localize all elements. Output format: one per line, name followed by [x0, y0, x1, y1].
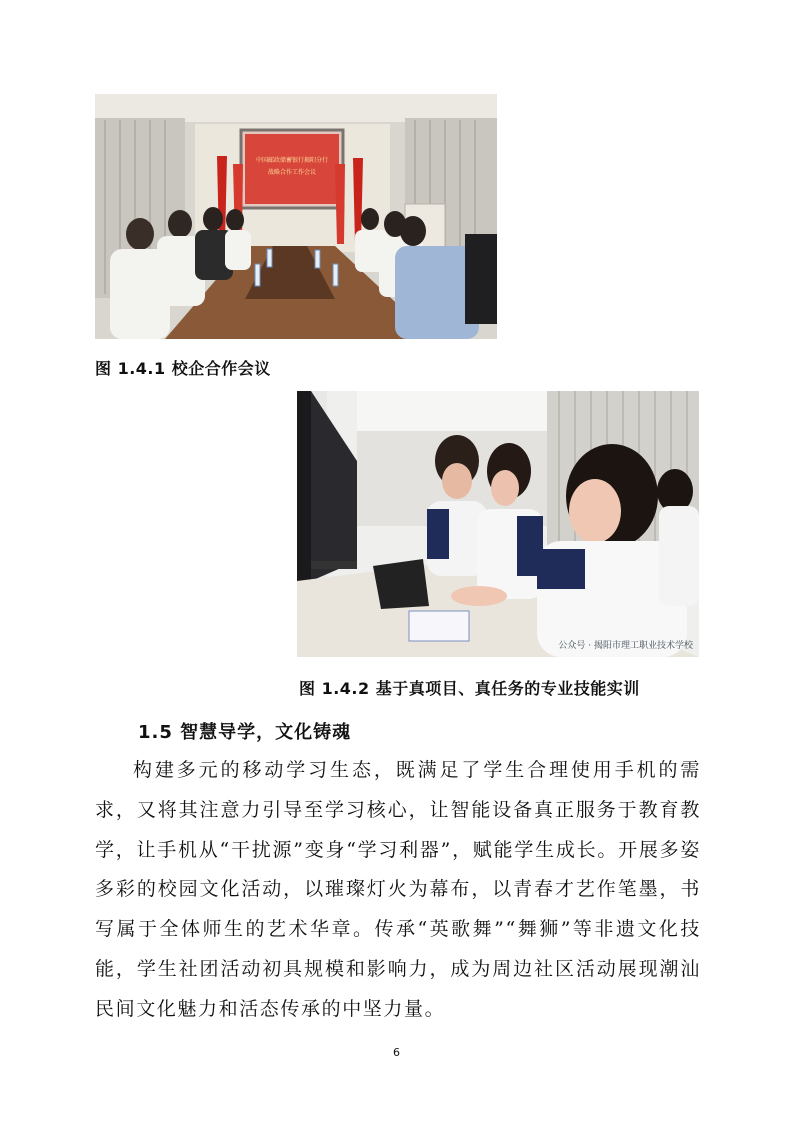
training-photo — [297, 391, 699, 657]
photo-watermark: 公众号 · 揭阳市理工职业技术学校 — [558, 641, 693, 651]
section-paragraph: 构建多元的移动学习生态，既满足了学生合理使用手机的需求，又将其注意力引导至学习核心，让智能设备真正服务于教育教学，让手机从“干扰源”变身“学习利器”，赋能学生成长。开展多姿多彩的校园文化活动，以璀璨灯火为幕布，以青春才艺作笔墨，书写属于全体师生的艺术华章。传承“英歌舞”“舞狮”等非遗文化技能，学生社团活动初具规模和影响力，成为周边社区活动展现潮汕民间文化魅力和活态传承的中坚力量。 — [95, 759, 701, 1020]
screen-line-1: 中国邮政储蓄银行揭阳分行 — [255, 157, 329, 164]
section-heading: 1.5 智慧导学，文化铸魂 — [138, 722, 352, 743]
figure-2-caption: 图 1.4.2 基于真项目、真任务的专业技能实训 — [299, 679, 640, 698]
screen-line-2: 战略合作工作会议 — [267, 169, 317, 176]
page-number: 6 — [393, 1046, 400, 1059]
meeting-photo — [95, 94, 497, 339]
section-body — [95, 751, 701, 1030]
figure-1-caption: 图 1.4.1 校企合作会议 — [95, 359, 271, 378]
